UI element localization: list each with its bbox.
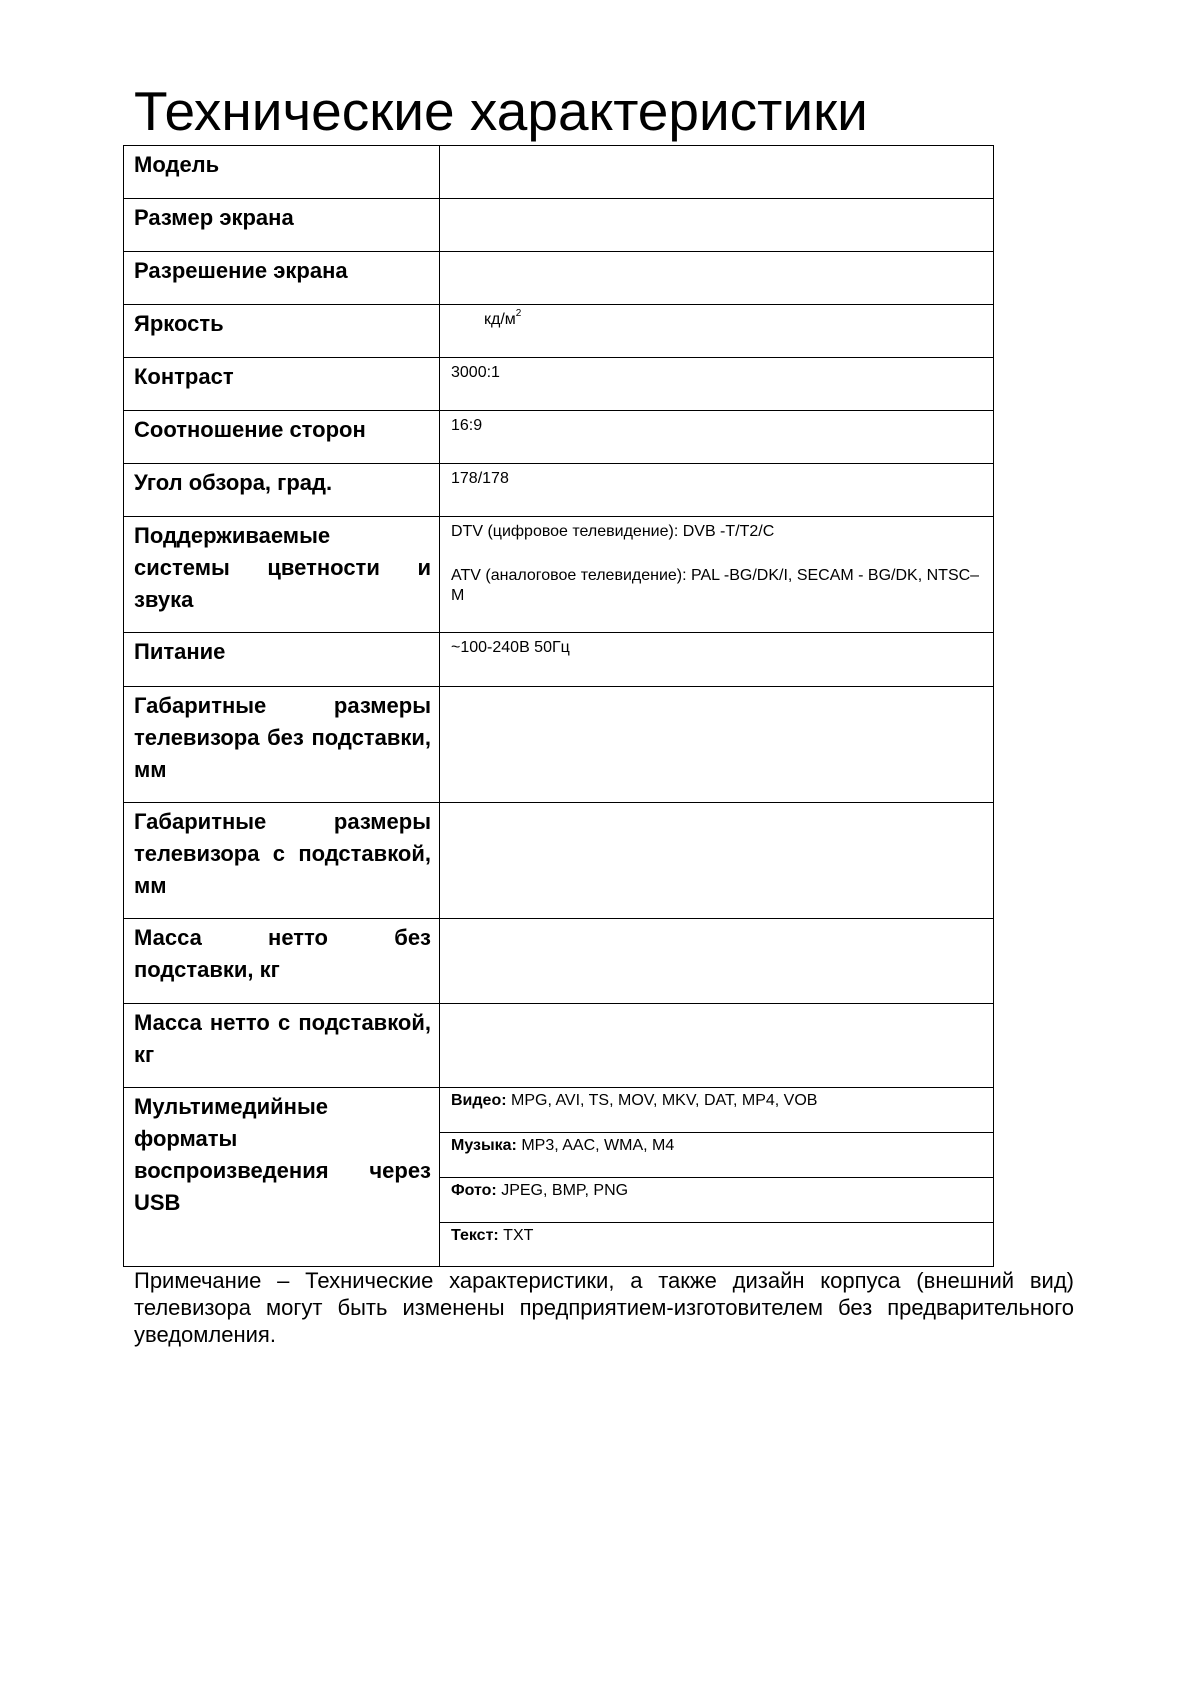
text-formats: TXT [498,1227,534,1244]
text-key: Текст: [451,1227,499,1244]
spec-value-text [440,1223,994,1267]
footnote: Примечание – Технические характеристики, а также дизайн корпуса (внешний вид) телевизора могут быть изменены предприятием-изготовителем без предварительного уведомления. [134,1268,1074,1347]
table-row-screen-size [124,199,994,252]
table-row-dims-no-stand [124,687,994,803]
spec-label-mass-no-stand: Масса нетто без подставки, кг [124,919,440,1004]
spec-value-dims-stand [440,803,994,919]
brightness-unit-text: кд/м [484,311,516,328]
spec-label-viewing-angle: Угол обзора, град. [124,464,440,517]
specs-table [123,145,994,1267]
brightness-unit-exponent: 2 [515,308,522,319]
table-row-viewing-angle [124,464,994,517]
spec-label-power: Питание [124,633,440,687]
table-row-contrast [124,358,994,411]
spec-label-mass-stand: Масса нетто с подставкой, кг [124,1004,440,1088]
table-row-mass-stand [124,1004,994,1088]
spec-value-aspect: 16:9 [440,411,994,464]
photo-key: Фото: [451,1182,497,1199]
spec-value-contrast: 3000:1 [440,358,994,411]
systems-dtv: DTV (цифровое телевидение): DVB -T/T2/C [451,523,775,540]
music-formats: MP3, AAC, WMA, M4 [516,1137,675,1154]
table-row-multimedia-video [124,1088,994,1133]
spec-label-contrast: Контраст [124,358,440,411]
table-row-brightness [124,305,994,358]
table-row-dims-stand [124,803,994,919]
table-row-model [124,146,994,199]
table-row-resolution [124,252,994,305]
spec-label-multimedia: Мультимедийные форматы воспроизведения через USB [124,1088,440,1267]
spec-value-resolution [440,252,994,305]
spec-value-video [440,1088,994,1133]
brightness-unit [451,308,522,328]
table-row-power [124,633,994,687]
photo-formats: JPEG, BMP, PNG [496,1182,629,1199]
spec-label-systems: Поддерживаемые системы цветности и звука [124,517,440,633]
spec-value-music [440,1133,994,1178]
spec-label-brightness: Яркость [124,305,440,358]
table-row-systems [124,517,994,633]
page-title: Технические характеристики [134,80,868,142]
video-formats: MPG, AVI, TS, MOV, MKV, DAT, MP4, VOB [506,1092,818,1109]
spec-label-screen-size: Размер экрана [124,199,440,252]
spec-value-dims-no-stand [440,687,994,803]
spec-label-resolution: Разрешение экрана [124,252,440,305]
music-key: Музыка: [451,1137,517,1154]
spec-value-model [440,146,994,199]
systems-atv: ATV (аналоговое телевидение): PAL -BG/DK/I, SECAM - BG/DK, NTSC–M [451,567,980,604]
spec-value-mass-no-stand [440,919,994,1004]
spec-label-dims-stand: Габаритные размеры телевизора с подставкой, мм [124,803,440,919]
table-row-mass-no-stand [124,919,994,1004]
video-key: Видео: [451,1092,507,1109]
spec-value-screen-size [440,199,994,252]
spec-value-photo [440,1178,994,1223]
spec-value-power: ~100-240В 50Гц [440,633,994,687]
spec-value-brightness [440,305,994,358]
spec-value-systems [440,517,994,633]
spec-value-mass-stand [440,1004,994,1088]
spec-label-model: Модель [124,146,440,199]
spec-label-dims-no-stand: Габаритные размеры телевизора без подставки, мм [124,687,440,803]
spec-value-viewing-angle: 178/178 [440,464,994,517]
table-row-aspect [124,411,994,464]
spec-label-aspect: Соотношение сторон [124,411,440,464]
